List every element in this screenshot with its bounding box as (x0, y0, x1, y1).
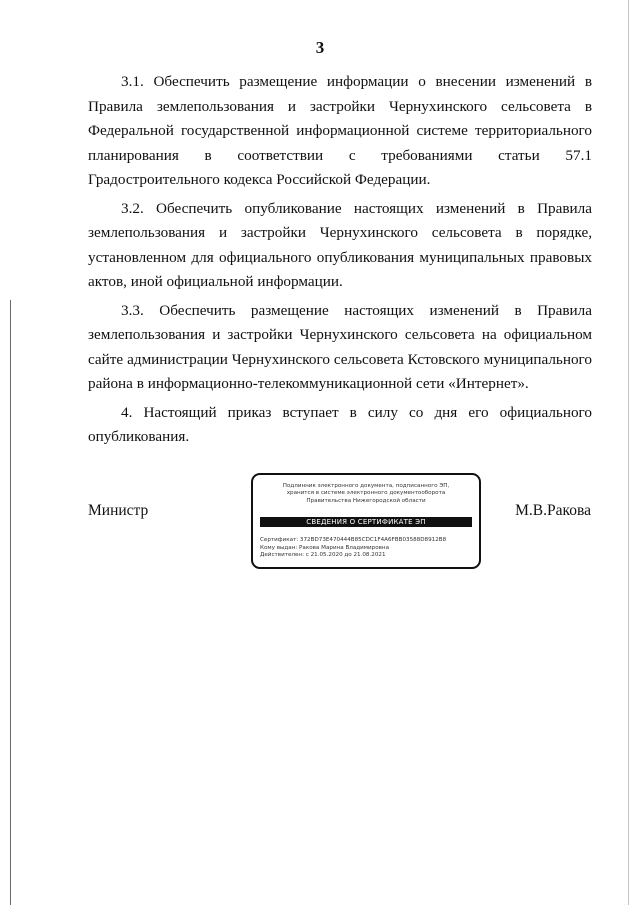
paragraph-3-3: 3.3. Обеспечить размещение настоящих изменений в Правила землепользования и застройки Чернухинского сельсовета на официальном сайте администрации Чернухинского сельсовета Кстовского муниципального района в информационно-телекоммуникационной сети «Интернет». (88, 301, 592, 392)
certificate-number: Сертификат: 372BD73E470444B85CDC1F4A6FBB03588D8912B8 (260, 537, 447, 543)
certificate-validity: Действителен: с 21.05.2020 до 21.08.2021 (260, 552, 386, 559)
paragraph-3-2: 3.2. Обеспечить опубликование настоящих изменений в Правила землепользования и застройки Чернухинского сельсовета в порядке, установленном для официального опубликования муниципальных правовых актов, иной официальной информации. (88, 199, 592, 290)
scan-left-edge (10, 300, 11, 905)
stamp-header-line: Правительства Нижегородской области (306, 497, 426, 504)
certificate-owner: Кому выдан: Ракова Марина Владимировна (260, 544, 389, 551)
page-number: 3 (315, 38, 325, 57)
stamp-header-line: Подлинник электронного документа, подписанного ЭП, (282, 483, 450, 489)
stamp-title-bar: СВЕДЕНИЯ О СЕРТИФИКАТЕ ЭП (260, 517, 472, 527)
document-body (88, 70, 592, 454)
paragraph-4: 4. Настоящий приказ вступает в силу со дня его официального опубликования. (88, 403, 592, 445)
electronic-signature-stamp (251, 473, 481, 569)
scan-right-edge (628, 0, 629, 905)
signatory-title: Министр (88, 502, 149, 519)
stamp-header (259, 483, 473, 505)
signatory-name: М.В.Ракова (515, 502, 591, 519)
paragraph-3-1: 3.1. Обеспечить размещение информации о внесении изменений в Правила землепользования и застройки Чернухинского сельсовета в Федеральной государственной информационной системе территориального планирования в соответствии с требованиями статьи 57.1 Градостроительного кодекса Российской Федерации. (88, 73, 592, 188)
stamp-header-line: хранится в системе электронного документооборота (286, 490, 446, 497)
stamp-details (260, 537, 472, 560)
